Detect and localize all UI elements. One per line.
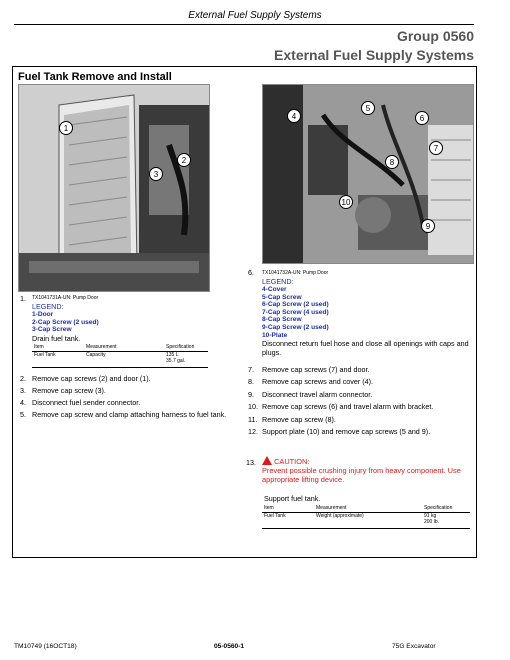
step-text: Remove cap screws (6) and travel alarm with bracket. xyxy=(262,402,434,412)
step-6-number: 6. xyxy=(248,268,254,277)
running-header: External Fuel Supply Systems xyxy=(188,10,322,21)
step-number: 3. xyxy=(20,386,26,395)
step-13-number: 13. xyxy=(246,458,256,467)
table-cell: Fuel Tank xyxy=(264,513,286,519)
callout-4: 4 xyxy=(287,109,301,123)
footer-left: TM10749 (16OCT18) xyxy=(14,643,77,650)
step-number: 7. xyxy=(248,365,254,374)
caution-header xyxy=(262,456,470,466)
step-number: 12. xyxy=(248,426,258,436)
callout-6: 6 xyxy=(415,111,429,125)
figure-1-id: TX1041731A-UN: Pump Door xyxy=(32,295,99,301)
list-item xyxy=(248,365,474,374)
legend-2-item: 8-Cap Screw xyxy=(262,316,302,324)
step-number: 4. xyxy=(20,398,26,407)
callout-10: 10 xyxy=(339,195,353,209)
footer-right: 75G Excavator xyxy=(392,643,436,650)
caution-text: Prevent possible crushing injury from heavy component. Use appropriate lifting device. xyxy=(262,466,461,484)
step-1-number: 1. xyxy=(20,294,26,303)
callout-9: 9 xyxy=(421,219,435,233)
table-header: Item xyxy=(262,505,314,513)
list-item xyxy=(248,402,474,411)
legend-1-item: 2-Cap Screw (2 used) xyxy=(32,318,99,326)
table-header: Specification xyxy=(422,505,470,513)
table-rule xyxy=(32,367,208,368)
group-heading: Group 0560 xyxy=(396,28,474,44)
callout-2: 2 xyxy=(177,153,191,167)
weight-table xyxy=(262,505,470,525)
step-6-text: Disconnect return fuel hose and close all openings with caps and plugs. xyxy=(262,339,469,358)
table-cell: 135 L xyxy=(166,352,179,358)
list-item xyxy=(20,374,248,383)
legend-2-item: 4-Cover xyxy=(262,286,287,293)
table-header: Specification xyxy=(164,344,208,352)
figure-2-id: TX1041732A-UN: Pump Door xyxy=(262,270,329,276)
table-cell: 91 kg xyxy=(424,513,437,519)
step-13-text: Support fuel tank. xyxy=(264,494,321,503)
pump-door-photo-2 xyxy=(262,84,474,264)
step-number: 11. xyxy=(248,414,258,424)
legend-2-item: 10-Plate xyxy=(262,331,288,339)
list-item xyxy=(20,398,248,407)
callout-3: 3 xyxy=(149,167,163,181)
section-heading: External Fuel Supply Systems xyxy=(274,47,474,63)
list-item xyxy=(248,427,474,436)
callout-8: 8 xyxy=(385,155,399,169)
step-number: 5. xyxy=(20,410,26,419)
step-number: 10. xyxy=(248,402,258,412)
table-cell: Capacity xyxy=(86,352,106,358)
list-item xyxy=(248,377,474,386)
legend-2-item: 7-Cap Screw (4 used) xyxy=(262,308,329,316)
step-text: Support plate (10) and remove cap screws (5 and 9). xyxy=(262,426,431,436)
list-item xyxy=(248,390,474,399)
procedure-title: Fuel Tank Remove and Install xyxy=(18,71,172,83)
header-rule xyxy=(14,24,474,25)
list-item xyxy=(20,410,248,419)
legend-2-item: 9-Cap Screw (2 used) xyxy=(262,323,329,331)
pump-door-photo-1 xyxy=(18,84,210,292)
step-number: 9. xyxy=(248,389,254,399)
table-rule xyxy=(262,528,470,529)
legend-2-item: 5-Cap Screw xyxy=(262,293,302,301)
step-text: Remove cap screws and cover (4). xyxy=(262,377,374,387)
table-cell: Weight (approximate) xyxy=(316,513,364,519)
step-text: Disconnect travel alarm connector. xyxy=(262,389,373,399)
step-text: Remove cap screws (2) and door (1). xyxy=(32,374,151,383)
step-text: Remove cap screw (8). xyxy=(262,414,336,424)
table-header: Item xyxy=(32,344,84,352)
callout-1: 1 xyxy=(59,121,73,135)
table-header: Measurement xyxy=(314,505,422,513)
table-cell: Fuel Tank xyxy=(34,352,56,358)
caution-block xyxy=(262,456,470,484)
footer-page-number: 05-0560-1 xyxy=(214,643,245,650)
warning-icon xyxy=(262,456,272,465)
legend-1-item: 1-Door xyxy=(32,311,54,318)
list-item xyxy=(248,415,474,424)
legend-1-item: 3-Cap Screw xyxy=(32,326,72,334)
step-number: 8. xyxy=(248,377,254,387)
step-text: Disconnect fuel sender connector. xyxy=(32,398,141,407)
list-item xyxy=(20,386,248,395)
right-steps xyxy=(248,365,474,436)
legend-2-title: LEGEND: xyxy=(262,277,294,286)
legend-2-item: 6-Cap Screw (2 used) xyxy=(262,301,329,309)
step-text: Remove cap screw (3). xyxy=(32,386,106,395)
step-1-text: Drain fuel tank. xyxy=(32,333,81,343)
table-header: Measurement xyxy=(84,344,164,352)
table-cell: 200 lb. xyxy=(424,519,440,525)
callout-7: 7 xyxy=(429,141,443,155)
step-number: 2. xyxy=(20,374,26,383)
caution-label: CAUTION: xyxy=(274,457,310,466)
pump-door-illustration-1 xyxy=(19,85,209,291)
callout-5: 5 xyxy=(361,101,375,115)
step-text: Remove cap screws (7) and door. xyxy=(262,365,370,374)
table-cell: 35.7 gal. xyxy=(166,358,186,364)
step-text: Remove cap screw and clamp attaching harness to fuel tank. xyxy=(32,410,227,419)
left-steps xyxy=(20,374,248,419)
capacity-table xyxy=(32,344,208,364)
legend-1-title: LEGEND: xyxy=(32,302,64,311)
